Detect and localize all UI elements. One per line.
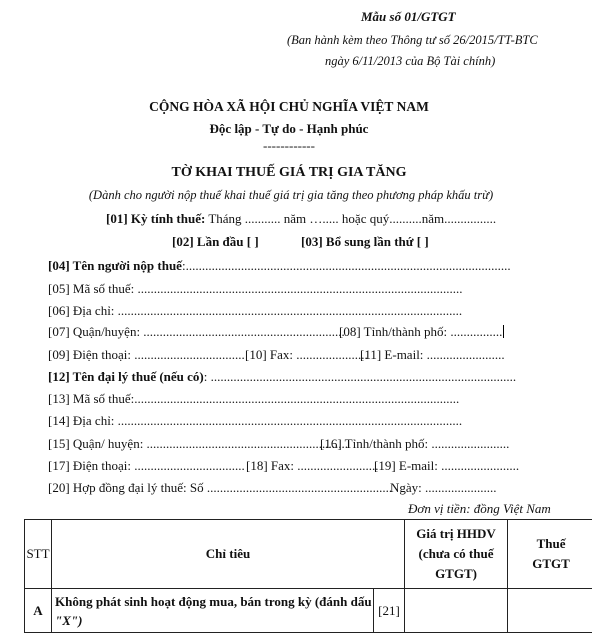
field-agent-email[interactable]: [19] E-mail: ........................: [374, 458, 520, 473]
field-agent-district[interactable]: [15] Quận/ huyện: ..............................................................: [48, 436, 349, 451]
supplement-filing-checkbox[interactable]: [03] Bổ sung lần thứ [ ]: [301, 234, 429, 249]
field-taxpayer-name-dots: :....................................................................................................: [181, 258, 511, 273]
field-agent-name-dots: : ..............................................................................................: [203, 369, 517, 384]
field-tax-code[interactable]: [05] Mã số thuế: ....................................................................................................: [48, 281, 463, 296]
row-stt: A: [25, 589, 52, 633]
field-agent-fax[interactable]: [18] Fax: .........................: [246, 458, 379, 473]
field-agent-name[interactable]: [48, 369, 516, 385]
header-value-line1: Giá trị HHDV: [416, 526, 496, 541]
field-agent-tax-code[interactable]: [13] Mã số thuế:....................................................................................................: [48, 391, 460, 406]
form-number: Mẫu số 01/GTGT: [361, 9, 456, 24]
table-row: [25, 589, 592, 633]
row-criteria-line1: Không phát sinh hoạt động mua, bán trong kỳ (đánh dấu: [55, 593, 372, 609]
header-tax: [508, 520, 592, 589]
table-header-row: [25, 520, 592, 589]
tax-period-label: [01] Kỳ tính thuế:: [106, 211, 206, 226]
row-code: [21]: [374, 589, 405, 633]
form-title: TỜ KHAI THUẾ GIÁ TRỊ GIA TĂNG: [171, 165, 407, 180]
row-criteria: [52, 589, 374, 633]
first-filing-checkbox[interactable]: [02] Lần đầu [ ]: [172, 234, 259, 249]
header-tax-line2: GTGT: [532, 556, 570, 571]
tax-period-text[interactable]: Tháng ........... năm …..... hoặc quý..........năm................: [208, 211, 497, 226]
field-agent-phone[interactable]: [17] Điện thoại: ..................................: [48, 458, 245, 473]
field-province[interactable]: [339, 324, 504, 340]
form-subtitle: (Dành cho người nộp thuế khai thuế giá trị gia tăng theo phương pháp khấu trừ): [88, 188, 494, 202]
declaration-table: [24, 519, 592, 633]
field-agent-contract-date[interactable]: Ngày: ......................: [390, 480, 497, 495]
field-province-text: [08] Tỉnh/thành phố: ................: [339, 324, 503, 339]
header-tax-line1: Thuế: [536, 536, 566, 551]
field-phone[interactable]: [09] Điện thoại: ..................................: [48, 347, 245, 362]
national-motto: Độc lập - Tự do - Hạnh phúc: [209, 121, 369, 136]
text-cursor: [503, 325, 504, 338]
title-separator: ------------: [263, 138, 315, 153]
issued-by-note: (Ban hành kèm theo Thông tư số 26/2015/TT-BTC: [287, 33, 538, 47]
tax-period-line: [106, 211, 496, 227]
country-name: CỘNG HÒA XÃ HỘI CHỦ NGHĨA VIỆT NAM: [149, 99, 429, 114]
field-agent-province[interactable]: [16] Tỉnh/thành phố: ........................: [320, 436, 510, 451]
field-district[interactable]: [07] Quận/huyện: ..............................................................: [48, 324, 345, 339]
field-email[interactable]: [11] E-mail: ........................: [360, 347, 505, 362]
field-taxpayer-name[interactable]: [48, 258, 511, 274]
field-agent-address[interactable]: [14] Địa chỉ: ..........................................................................................................: [48, 413, 463, 428]
field-agent-contract[interactable]: [20] Hợp đồng đại lý thuế: Số .........................................................: [48, 480, 393, 495]
issued-date-note: ngày 6/11/2013 của Bộ Tài chính): [325, 54, 496, 68]
header-criteria: Chỉ tiêu: [52, 520, 405, 589]
field-address[interactable]: [06] Địa chỉ: ..........................................................................................................: [48, 303, 463, 318]
header-value-line2: (chưa có thuế: [418, 546, 494, 561]
row-tax-cell[interactable]: [508, 589, 592, 633]
header-stt: STT: [25, 520, 52, 589]
header-value-line3: GTGT): [435, 566, 477, 581]
currency-unit: Đơn vị tiền: đồng Việt Nam: [408, 501, 551, 516]
field-agent-name-label: [12] Tên đại lý thuế (nếu có): [48, 369, 204, 384]
row-criteria-line2: "X"): [55, 612, 83, 628]
field-taxpayer-name-label: [04] Tên người nộp thuế: [48, 258, 182, 273]
header-value: [405, 520, 508, 589]
field-fax[interactable]: [10] Fax: ......................: [245, 347, 368, 362]
row-value-cell[interactable]: [405, 589, 508, 633]
